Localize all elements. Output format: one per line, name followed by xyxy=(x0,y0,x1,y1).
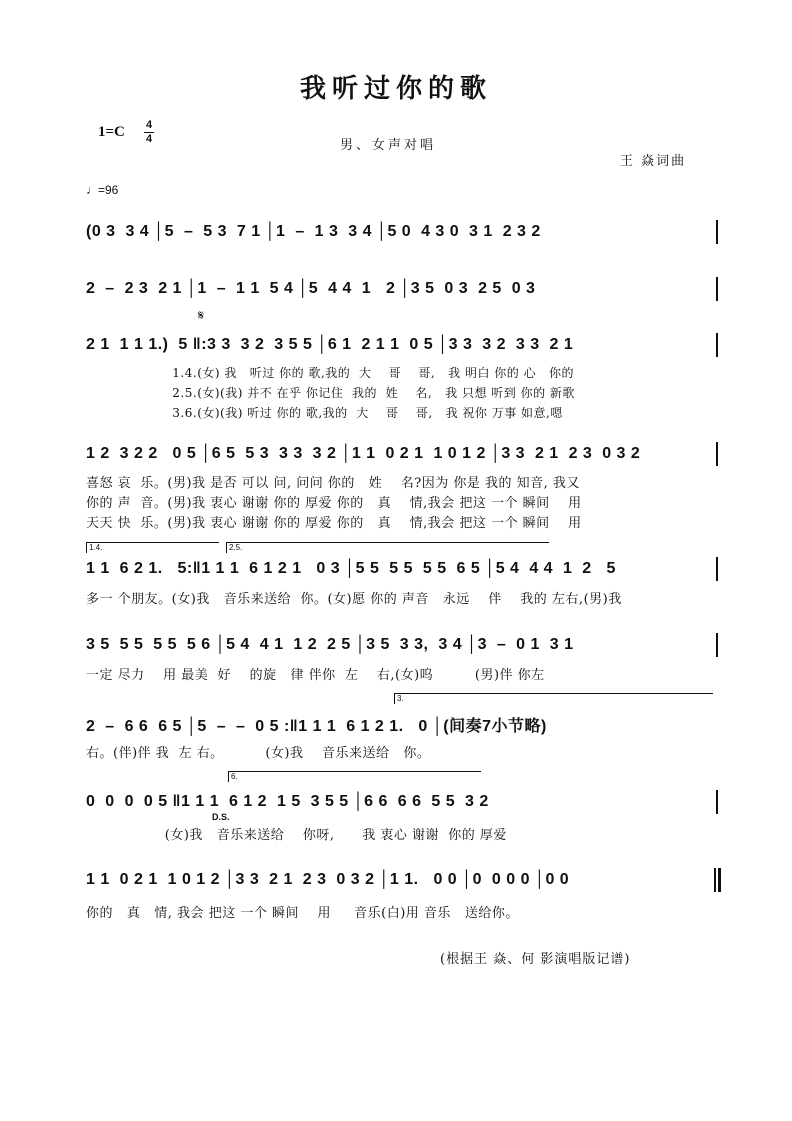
time-signature-top: 4 xyxy=(145,119,153,131)
performance-note: 男、女声对唱 xyxy=(340,138,437,153)
staff-6-notes: 3 5 5 5 5 5 5 6 │5 4 4 1 1 2 2 5 │3 5 3 3, 3 4 │3 – 0 1 3 1 xyxy=(86,636,574,653)
staff-3-lyric-2: 2.5.(女)(我) 并不 在乎 你记住 我的 姓 名, 我 只想 听到 你的 新歌 xyxy=(86,386,575,400)
staff-3-lyric-1: 1.4.(女) 我 听过 你的 歌,我的 大 哥 哥, 我 明白 你的 心 你的 xyxy=(86,366,575,380)
tempo-marking: ♩=96 xyxy=(86,183,119,197)
source-note: (根据王 焱、何 影演唱版记谱) xyxy=(440,952,631,967)
staff-6-lyric-1: 一定 尽力 用 最美 好 的旋 律 伴你 左 右,(女)呜 (男)伴 你左 xyxy=(86,668,545,683)
staff-8-notes: 0 0 0 0 5 ‖1 1 1 6 1 2 1 5 3 5 5 │6 6 6 6 5 5 3 2 xyxy=(86,793,489,810)
volta-3: 3. xyxy=(394,693,713,704)
staff-9-notes: 1 1 0 2 1 1 0 1 2 │3 3 2 1 2 3 0 3 2 │1 1. 0 0 │0 0 0 0 │0 0 xyxy=(86,871,570,888)
staff-4-notes: 1 2 3 2 2 0 5 │6 5 5 3 3 3 3 2 │1 1 0 2 1 1 0 1 2 │3 3 2 1 2 3 0 3 2 xyxy=(86,445,641,462)
key-signature: 1=C xyxy=(98,124,125,140)
staff-4-lyric-2: 你的 声 音。(男)我 衷心 谢谢 你的 厚爱 你的 真 情,我会 把这 一个 瞬间 用 xyxy=(86,496,582,511)
staff-4-lyric-3: 天天 快 乐。(男)我 衷心 谢谢 你的 厚爱 你的 真 情,我会 把这 一个 瞬间 用 xyxy=(86,516,582,531)
staff-5-notes: 1 1 6 2 1. 5:‖1 1 1 6 1 2 1 0 3 │5 5 5 5 5 5 6 5 │5 4 4 4 1 2 5 xyxy=(86,560,616,577)
author-credit: 王 焱词曲 xyxy=(620,154,687,169)
staff-9-lyric-1: 你的 真 情, 我会 把这 一个 瞬间 用 音乐(白)用 音乐 送给你。 xyxy=(86,906,519,921)
volta-6: 6. xyxy=(228,771,481,782)
staff-8-lyric-1: (女)我 音乐来送给 你呀, 我 衷心 谢谢 你的 厚爱 xyxy=(86,828,507,843)
volta-2-5: 2.5. xyxy=(226,542,549,553)
ds-marking: D.S. xyxy=(212,812,230,822)
volta-1-4: 1.4. xyxy=(86,542,219,553)
staff-7-lyric-1: 右。(伴)伴 我 左 右。 (女)我 音乐来送给 你。 xyxy=(86,746,431,761)
staff-1-notes: (0 3 3 4 │5 – 5 3 7 1 │1 – 1 3 3 4 │5 0 4 3 0 3 1 2 3 2 xyxy=(86,223,541,240)
staff-5-lyric-1: 多一 个朋友。(女)我 音乐来送给 你。(女)愿 你的 声音 永远 伴 我的 左右,(男)我 xyxy=(86,592,622,607)
staff-3-lyric-3: 3.6.(女)(我) 听过 你的 歌,我的 大 哥 哥, 我 祝你 万事 如意,嗯 xyxy=(86,406,563,420)
staff-4-lyric-1: 喜怒 哀 乐。(男)我 是否 可以 问, 问问 你的 姓 名?因为 你是 我的 知音, 我又 xyxy=(86,476,580,491)
staff-2-notes: 2 – 2 3 2 1 │1 – 1 1 5 4 │5 4 4 1 2 │3 5 0 3 2 5 0 3 xyxy=(86,280,536,297)
time-signature xyxy=(144,120,154,145)
staff-7-notes: 2 – 6 6 6 5 │5 – – 0 5 :‖1 1 1 6 1 2 1. 0 │(间奏7小节略) xyxy=(86,718,547,735)
time-signature-bottom: 4 xyxy=(145,133,153,145)
song-title: 我听过你的歌 xyxy=(299,74,492,104)
staff-3-notes: 2 1 1 1 1.) 5 ‖:3 3 3 2 3 5 5 │6 1 2 1 1 0 5 │3 3 3 2 3 3 2 1 xyxy=(86,336,574,353)
segno-icon: 𝄋 xyxy=(198,308,205,324)
